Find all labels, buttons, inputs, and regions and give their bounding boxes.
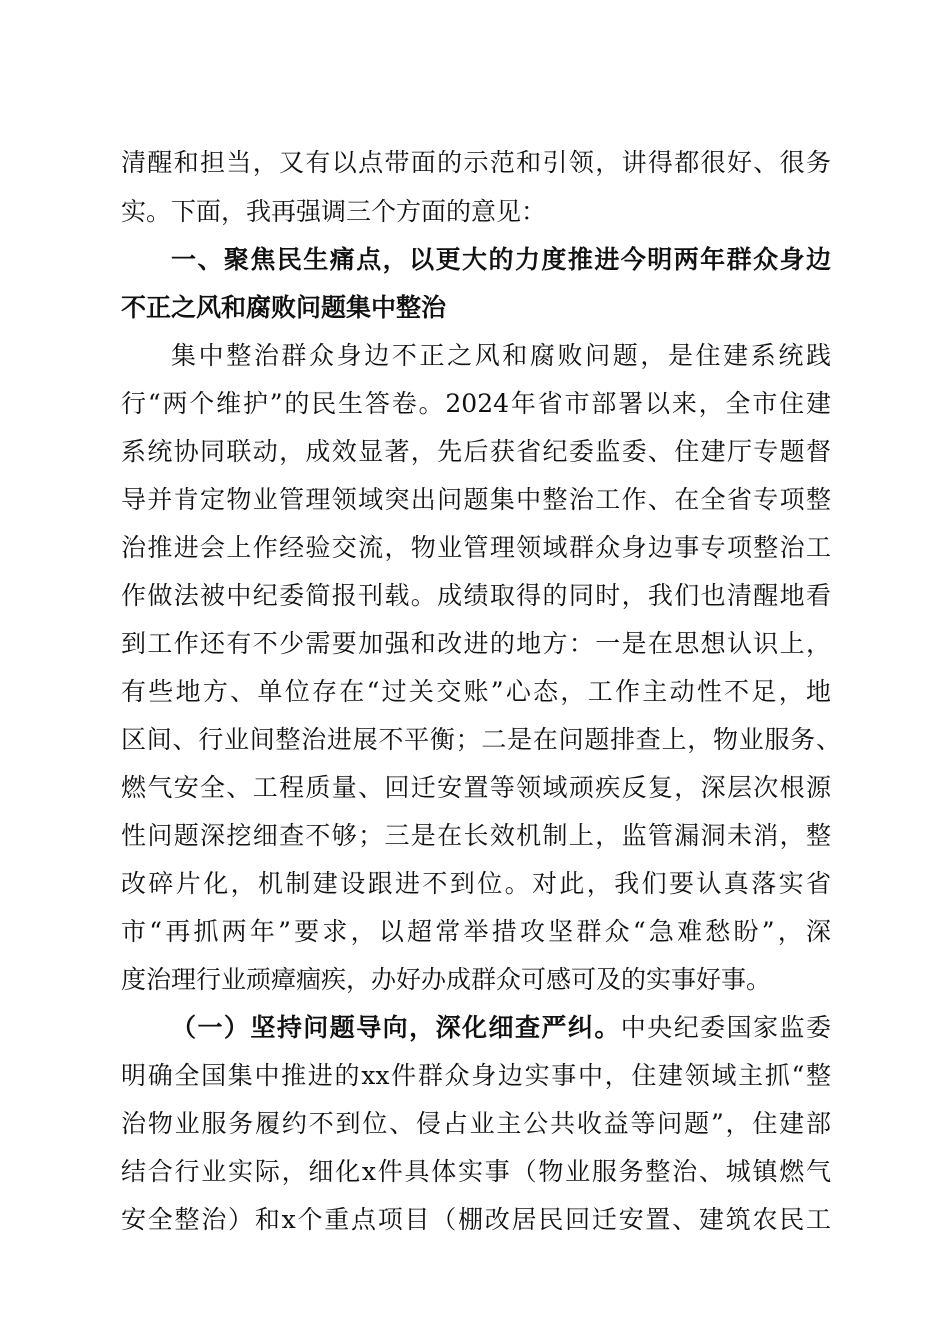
- paragraph-line: 行“两个维护”的民生答卷。2024年省市部署以来，全市住建: [121, 389, 831, 418]
- paragraph-line: 治推进会上作经验交流，物业管理领域群众身边事专项整治工: [121, 533, 831, 562]
- subsection-line: 安全整治）和x个重点项目（棚改居民回迁安置、建筑农民工: [121, 1205, 831, 1234]
- paragraph-line: 区间、行业间整治进展不平衡；二是在问题排查上，物业服务、: [121, 725, 841, 754]
- paragraph-line: 系统协同联动，成效显著，先后获省纪委监委、住建厅专题督: [121, 437, 831, 466]
- paragraph-line: 集中整治群众身边不正之风和腐败问题，是住建系统践: [171, 341, 831, 370]
- subsection-line: 明确全国集中推进的xx件群众身边实事中，住建领域主抓“整: [121, 1061, 831, 1090]
- paragraph-line: 导并肯定物业管理领域突出问题集中整治工作、在全省专项整: [121, 485, 831, 514]
- subsection-first-rest: 中央纪委国家监委: [620, 1013, 831, 1042]
- paragraph-line: 到工作还有不少需要加强和改进的地方：一是在思想认识上，: [121, 629, 831, 658]
- paragraph-line: 度治理行业顽瘴痼疾，办好办成群众可感可及的实事好事。: [121, 965, 772, 994]
- paragraph-line: 市“再抓两年”要求，以超常举措攻坚群众“急难愁盼”，深: [121, 917, 831, 946]
- paragraph-line: 作做法被中纪委简报刊载。成绩取得的同时，我们也清醒地看: [121, 581, 831, 610]
- subsection-first-line: [171, 1009, 831, 1047]
- paragraph-line: 性问题深挖细查不够；三是在长效机制上，监管漏洞未消，整: [121, 821, 831, 850]
- paragraph-line: 燃气安全、工程质量、回迁安置等领域顽疾反复，深层次根源: [121, 773, 831, 802]
- subsection-title: （一）坚持问题导向，深化细查严纠。: [171, 1013, 621, 1042]
- section-heading-line-2: 不正之风和腐败问题集中整治: [121, 293, 447, 322]
- subsection-line: 治物业服务履约不到位、侵占业主公共收益等问题”，住建部: [121, 1109, 831, 1138]
- subsection-line: 结合行业实际，细化x件具体实事（物业服务整治、城镇燃气: [121, 1157, 831, 1186]
- paragraph-line: 有些地方、单位存在“过关交账”心态，工作主动性不足，地: [121, 677, 831, 706]
- intro-line-1: 清醒和担当，又有以点带面的示范和引领，讲得都很好、很务: [121, 148, 831, 177]
- intro-line-2: 实。下面，我再强调三个方面的意见：: [121, 197, 547, 226]
- paragraph-line: 改碎片化，机制建设跟进不到位。对此，我们要认真落实省: [121, 869, 831, 898]
- section-heading-line-1: 一、聚焦民生痛点，以更大的力度推进今明两年群众身边: [171, 245, 831, 274]
